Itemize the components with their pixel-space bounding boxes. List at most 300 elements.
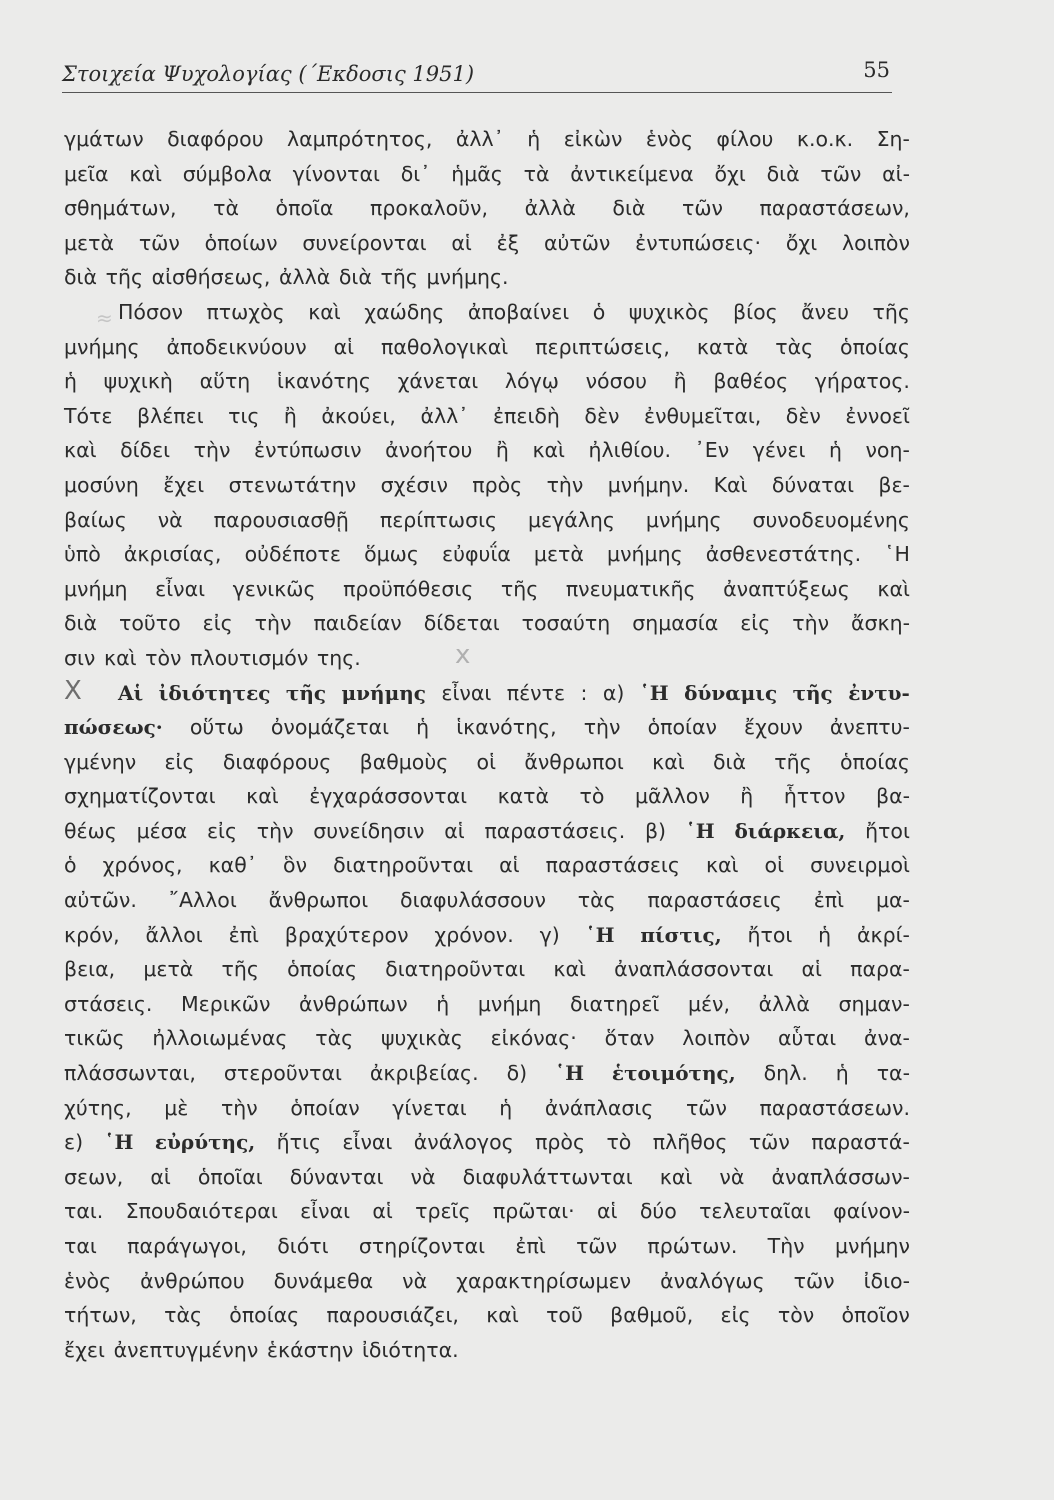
- word: ὁποίας: [287, 957, 357, 982]
- word: ἐντύπωσιν: [253, 438, 362, 463]
- word: [640, 918, 721, 953]
- word: [793, 676, 833, 711]
- word: περίπτωσις: [379, 507, 498, 532]
- word: ἀνάλογος: [413, 1130, 514, 1155]
- running-header: [62, 60, 892, 94]
- word: δίδεται: [423, 611, 500, 636]
- word: ἄλλοι: [145, 922, 203, 947]
- word: ἠλιθίου.: [588, 438, 671, 463]
- word: ἔχει: [163, 472, 205, 497]
- word: μεῖα: [64, 161, 109, 186]
- word: χρόνον.: [434, 922, 514, 947]
- word: πτωχὸς: [206, 299, 285, 324]
- word: πλάσσωνται,: [64, 1061, 196, 1086]
- word: σχέσιν: [380, 472, 448, 497]
- word: λοιπὸν: [841, 230, 910, 255]
- word: ἥτις: [276, 1130, 321, 1155]
- word: τῶν: [748, 1130, 790, 1155]
- word: αἱ: [372, 1199, 393, 1224]
- word: αὐτῶν.: [64, 888, 137, 913]
- word: σύμβολα: [182, 161, 272, 186]
- word: βαίως: [64, 507, 127, 532]
- word: τρεῖς: [415, 1199, 471, 1224]
- word: ἀνεπτυ-: [829, 715, 910, 740]
- word: τὸ: [579, 784, 605, 809]
- word: ὁποῖαι: [197, 1164, 263, 1189]
- text-line: [64, 641, 910, 676]
- word: ἀνθρώπου: [140, 1268, 245, 1293]
- word: ἀκρί-: [857, 922, 910, 947]
- word: τα-: [876, 1061, 910, 1086]
- word: ἀλλὰ: [278, 265, 331, 290]
- text-line: [64, 364, 910, 399]
- word: ἐννοεῖ: [845, 403, 910, 428]
- text-line: [64, 710, 910, 745]
- word: ἡ: [436, 991, 450, 1016]
- word: Σπουδαιότεραι: [125, 1199, 278, 1224]
- word: τὴν: [256, 818, 294, 843]
- word: πλουτισμόν: [190, 645, 309, 670]
- word: ψυχικὸς: [628, 299, 710, 324]
- word: φίλου: [716, 127, 774, 151]
- word: ἐνθυμεῖται,: [643, 403, 762, 428]
- word: νὰ: [157, 507, 183, 532]
- word: βε-: [878, 472, 910, 497]
- word: Τότε: [64, 403, 113, 428]
- word: νοη-: [865, 438, 910, 463]
- word: ἀνα-: [864, 1026, 910, 1051]
- word: ἤτοι: [747, 922, 793, 947]
- word: δὲν: [785, 403, 821, 428]
- word: στάσεις.: [64, 991, 153, 1016]
- word: ὀνομάζεται: [270, 715, 390, 740]
- word: ἢ: [740, 784, 754, 809]
- word: ἀποβαίνει: [467, 299, 570, 324]
- word: ᾿Εν: [694, 438, 730, 463]
- word: ἀντικείμενα: [570, 161, 694, 186]
- word: ἡ: [416, 715, 430, 740]
- word: παραστάσεις.: [484, 818, 626, 843]
- word: τῶν: [793, 1268, 835, 1293]
- word: ἰδιότητα.: [362, 1337, 459, 1362]
- word: διαφυλάττωνται: [462, 1164, 633, 1189]
- word: βαθμοὺς: [359, 749, 449, 774]
- word: γ): [539, 922, 560, 947]
- word: τὰ: [523, 161, 550, 186]
- word: διὰ: [766, 161, 800, 186]
- word: βεια,: [64, 957, 116, 982]
- word: ἡ: [835, 1061, 849, 1086]
- word: καὶ: [705, 853, 739, 878]
- word: Πόσον: [118, 299, 183, 324]
- word: ὅμως: [364, 542, 419, 567]
- word: μα-: [875, 888, 910, 913]
- word: ἱκανότης: [276, 369, 371, 394]
- word: εἰκόνας·: [490, 1026, 577, 1051]
- word: ἡμᾶς: [451, 161, 503, 186]
- word: ἢ: [673, 369, 687, 394]
- text-line: [64, 1091, 910, 1126]
- text-line: [64, 260, 910, 295]
- text-line: [64, 1333, 910, 1368]
- word: μνήμης: [64, 334, 140, 359]
- word: τὴν: [792, 611, 830, 636]
- word: ῾Η: [884, 542, 910, 567]
- word: [640, 676, 669, 711]
- word: [64, 710, 163, 745]
- word: γήρατος.: [814, 369, 910, 394]
- text-line: [64, 1298, 910, 1333]
- word: ται: [64, 1234, 97, 1258]
- word: διατηροῦνται: [385, 957, 526, 982]
- word: ὁποῖον: [841, 1303, 910, 1328]
- word: τῶν: [681, 196, 723, 221]
- word: καὶ: [532, 438, 565, 463]
- word: καὶ: [659, 1164, 693, 1189]
- bold-term: εὐρύτης,: [154, 1130, 256, 1155]
- word: τῆς: [380, 265, 418, 290]
- word: μνήμη: [64, 576, 128, 601]
- word: χύτης,: [64, 1095, 132, 1120]
- word: παραστάσεων.: [759, 1095, 910, 1120]
- word: ἀκρισίας,: [123, 542, 222, 567]
- word: παράγωγοι,: [127, 1234, 247, 1258]
- word: κ.ο.κ.: [796, 127, 854, 151]
- word: ὁποίας: [840, 334, 910, 359]
- word: βλέπει: [136, 403, 204, 428]
- word: ἀλλ᾿: [420, 403, 469, 428]
- text-line: [64, 191, 910, 226]
- bold-term: ῾Η: [585, 922, 615, 947]
- word: πρώτων.: [647, 1234, 738, 1258]
- text-line: [64, 433, 910, 468]
- word: ἀναπλάσσων-: [771, 1164, 910, 1189]
- word: αἱ: [801, 957, 822, 982]
- word: νὰ: [402, 1268, 428, 1293]
- word: :: [580, 680, 588, 705]
- text-line: [64, 987, 910, 1022]
- word: τοῦτο: [118, 611, 181, 636]
- word: γίνονται: [292, 161, 380, 186]
- word: κατὰ: [497, 784, 550, 809]
- word: ἀλλὰ: [524, 196, 576, 221]
- word: νόσου: [585, 369, 647, 394]
- word: ἐγχαράσσονται: [309, 784, 468, 809]
- word: ἀνάπλασις: [544, 1095, 654, 1120]
- word: ἑνὸς: [64, 1268, 112, 1293]
- word: βαθμοῦ,: [610, 1303, 694, 1328]
- word: καὶ: [129, 161, 162, 186]
- word: τὴν: [546, 472, 584, 497]
- word: οὐδέποτε: [244, 542, 341, 567]
- word: ἑνὸς: [645, 127, 693, 151]
- text-line: [64, 1125, 910, 1160]
- word: τὰς: [775, 334, 814, 359]
- word: παραστά-: [811, 1130, 910, 1155]
- word: λοιπὸν: [682, 1026, 751, 1051]
- word: ἄνθρωποι: [524, 749, 624, 774]
- word: καὶ: [246, 784, 279, 809]
- word: σημαν-: [838, 991, 910, 1016]
- text-line: [64, 745, 910, 780]
- word: τελευταῖαι: [699, 1199, 811, 1224]
- word: ἀκούει,: [321, 403, 396, 428]
- word: εἰς: [720, 1303, 751, 1328]
- word: αἱ: [444, 818, 465, 843]
- text-line: [64, 918, 910, 953]
- word: διατηρεῖ: [569, 991, 660, 1016]
- word: τὸν: [777, 1303, 815, 1328]
- word: Τὴν: [767, 1234, 805, 1258]
- word: [686, 814, 715, 849]
- word: ἤτοι: [865, 818, 910, 843]
- word: γένει: [752, 438, 806, 463]
- word: βραχύτερον: [284, 922, 409, 947]
- text-line: [64, 122, 910, 157]
- text-line: [64, 157, 910, 192]
- word: ἀλλὰ: [758, 991, 810, 1016]
- text-line: [64, 952, 910, 987]
- text-line: [64, 606, 910, 641]
- text-line: [64, 1264, 910, 1299]
- word: τῆς: [221, 957, 259, 982]
- word: γενικῶς: [232, 576, 316, 601]
- bold-term: ῾Η: [555, 1061, 584, 1086]
- word: τήτων,: [64, 1303, 137, 1328]
- word: τὰ: [213, 196, 239, 221]
- word: ἠλλοιωμένας: [152, 1026, 288, 1051]
- word: παιδείαν: [313, 611, 402, 636]
- word: παθολογικαὶ: [381, 334, 509, 359]
- body-text: [64, 122, 910, 1367]
- word: εἰς: [740, 611, 771, 636]
- word: διαφόρου: [167, 127, 264, 151]
- word: τὴν: [220, 1095, 258, 1120]
- word: συνοδευομένης: [752, 507, 910, 532]
- bold-term: ῾Η: [639, 680, 669, 705]
- word: χρόνος,: [102, 853, 183, 878]
- word: ἧττον: [783, 784, 846, 809]
- text-line: [64, 226, 910, 261]
- word: [612, 1056, 736, 1091]
- word: ὁποίας: [839, 749, 910, 774]
- word: ἀσθενεστάτης.: [705, 542, 862, 567]
- word: Μερικῶν: [181, 991, 271, 1016]
- text-line: [64, 295, 910, 330]
- word: τὸν: [145, 645, 182, 670]
- word: λόγῳ: [504, 369, 559, 394]
- word: [342, 676, 426, 711]
- word: ὁποίαν: [290, 1095, 360, 1120]
- word: τοῦ: [546, 1303, 583, 1328]
- word: καὶ: [308, 299, 341, 324]
- word: ὁ: [592, 299, 606, 324]
- word: στεροῦνται: [223, 1061, 342, 1086]
- pencil-margin-mark: X: [64, 676, 82, 706]
- word: μᾶλλον: [634, 784, 710, 809]
- word: τὴν: [193, 438, 231, 463]
- word: ἀναπλάσσονται: [614, 957, 774, 982]
- word: συνείδησιν: [313, 818, 425, 843]
- word: διὰ: [612, 196, 646, 221]
- word: ψυχικὴ: [103, 369, 173, 394]
- text-line: [64, 883, 910, 918]
- word: γμάτων: [64, 127, 144, 151]
- word: μὲ: [164, 1095, 189, 1120]
- word: νὰ: [719, 1164, 745, 1189]
- text-line: [64, 330, 910, 365]
- word: παραστάσεων,: [759, 196, 910, 221]
- word: [555, 1056, 584, 1091]
- word: διατηροῦνται: [333, 853, 474, 878]
- word: δίδει: [120, 438, 171, 463]
- word: εἰς: [202, 611, 233, 636]
- word: ἀλλ᾿: [455, 127, 504, 151]
- word: σεων,: [64, 1164, 124, 1189]
- header-rule: [62, 92, 892, 93]
- word: αἰ-: [882, 161, 910, 186]
- word: μοσύνη: [64, 472, 139, 497]
- word: [734, 814, 845, 849]
- word: καὶ: [877, 576, 910, 601]
- word: τικῶς: [64, 1026, 125, 1051]
- header-title: Στοιχεία Ψυχολογίας (΄Εκδοσις 1951): [62, 62, 475, 86]
- bold-term: ἑτοιμότης,: [611, 1061, 736, 1086]
- word: καθ᾿: [208, 853, 257, 878]
- word: ἡ: [818, 922, 832, 947]
- text-line: [64, 468, 910, 503]
- word: στενωτάτην: [228, 472, 357, 497]
- word: εἰκὼν: [563, 127, 623, 151]
- word: αἱ: [150, 1164, 171, 1189]
- word: [286, 676, 326, 711]
- text-line: [64, 537, 910, 572]
- word: αἱ: [451, 230, 472, 255]
- bold-term: μνήμης: [341, 680, 426, 705]
- word: εὐφυΐα: [442, 542, 511, 567]
- word: σημασία: [632, 611, 719, 636]
- word: [684, 676, 777, 711]
- word: χάνεται: [397, 369, 479, 394]
- word: τῶν: [685, 1095, 727, 1120]
- word: γμένην: [64, 749, 137, 774]
- word: ἐπειδὴ: [492, 403, 560, 428]
- word: δύνανται: [289, 1164, 384, 1189]
- word: ψυχικὰς: [380, 1026, 463, 1051]
- word: βαθέος: [713, 369, 789, 394]
- word: ἔχουν: [744, 715, 803, 740]
- word: περιπτώσεις,: [535, 334, 670, 359]
- word: εἶναι: [155, 576, 206, 601]
- word: ἡ: [499, 1095, 513, 1120]
- word: ἢ: [495, 438, 509, 463]
- word: τις: [228, 403, 260, 428]
- word: εἰς: [164, 749, 195, 774]
- word: κρόν,: [64, 922, 120, 947]
- word: λαμπρότητος,: [287, 127, 433, 151]
- bold-term: Αἱ: [118, 680, 144, 705]
- bold-term: δύναμις: [684, 680, 778, 705]
- word: ἄσκη-: [851, 611, 910, 636]
- word: ε): [64, 1130, 84, 1155]
- word: καὶ: [553, 957, 586, 982]
- word: εἶναι: [342, 1130, 393, 1155]
- word: τὰς: [577, 888, 616, 913]
- word: αὕτη: [199, 369, 251, 394]
- word: ἀναλόγως: [660, 1268, 765, 1293]
- word: [586, 918, 615, 953]
- word: ἔχει: [64, 1337, 105, 1362]
- word: ἡ: [64, 369, 77, 394]
- word: προκαλοῦν,: [370, 196, 488, 221]
- word: συνείρονται: [302, 230, 427, 255]
- word: διαφυλάσσουν: [400, 888, 546, 913]
- word: αἰσθήσεως,: [151, 265, 271, 290]
- text-line: [64, 503, 910, 538]
- text-line: [64, 1021, 910, 1056]
- word: δηλ.: [763, 1061, 808, 1086]
- word: αἱ: [333, 334, 355, 359]
- bold-term: διάρκεια,: [734, 818, 846, 843]
- word: ἰδιο-: [863, 1268, 910, 1293]
- word: παρουσιασθῇ: [213, 507, 349, 532]
- word: χαώδης: [364, 299, 445, 324]
- word: της.: [316, 645, 361, 670]
- word: ἑκάστην: [266, 1337, 354, 1362]
- bold-term: πώσεως·: [64, 715, 163, 740]
- word: παραστάσεις: [545, 853, 680, 878]
- word: τοσαύτη: [521, 611, 611, 636]
- word: ὄχι: [714, 161, 746, 186]
- word: δύο: [639, 1199, 677, 1224]
- word: τῆς: [105, 265, 143, 290]
- word: βίος: [733, 299, 778, 324]
- word: [105, 1125, 134, 1160]
- word: καὶ: [486, 1303, 519, 1328]
- word: ὃν: [283, 853, 308, 878]
- text-line: [64, 399, 910, 434]
- word: σχηματίζονται: [64, 784, 216, 809]
- word: σθημάτων,: [64, 196, 177, 221]
- word: εἰς: [206, 818, 237, 843]
- bold-term: ἐντυ-: [848, 680, 910, 705]
- word: πρὸς: [535, 1130, 586, 1155]
- bold-term: τῆς: [792, 680, 833, 705]
- word: ἐπὶ: [813, 888, 845, 913]
- word: ὁ: [64, 853, 77, 878]
- word: μνήμης: [645, 507, 722, 532]
- word: πλῆθος: [652, 1130, 728, 1155]
- word: σιν: [64, 645, 96, 670]
- word: στηρίζονται: [358, 1234, 486, 1258]
- word: ἡ: [527, 127, 541, 151]
- word: [159, 676, 271, 711]
- word: συνειρμοὶ: [810, 853, 910, 878]
- text-line: [64, 1056, 910, 1091]
- word: ἄνευ: [801, 299, 850, 324]
- text-line: [64, 1229, 910, 1264]
- word: ἀναπτύξεως: [723, 576, 850, 601]
- word: [155, 1125, 255, 1160]
- word: ὁποίας: [229, 1303, 300, 1328]
- stain-mark: ≈: [96, 306, 113, 330]
- word: διαφόρους: [222, 749, 332, 774]
- word: μνήμην.: [607, 472, 690, 497]
- word: ἀνεπτυγμένην: [113, 1337, 259, 1362]
- page-number: 55: [863, 58, 890, 82]
- pencil-cross-mark: x: [455, 640, 471, 670]
- word: δὲν: [584, 403, 620, 428]
